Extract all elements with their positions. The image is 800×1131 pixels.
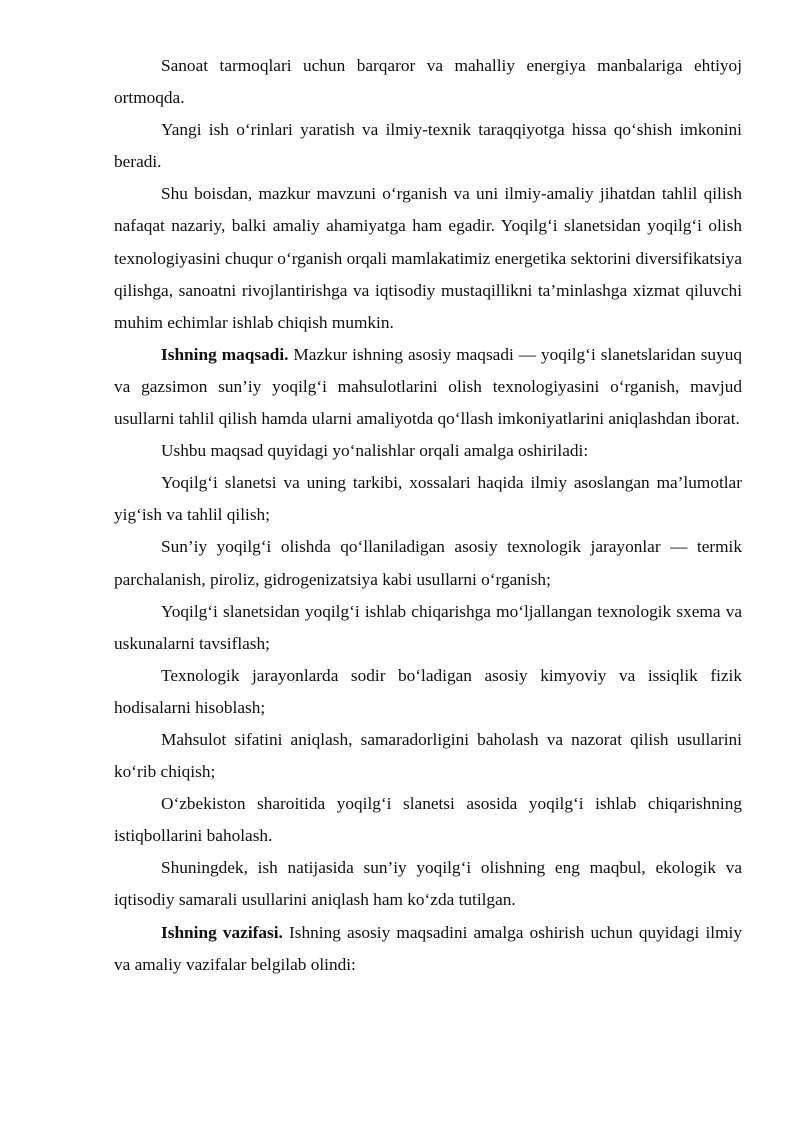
paragraph-text: Ushbu maqsad quyidagi yo‘nalishlar orqali amalga oshiriladi: [161,441,589,461]
paragraph-text: Sanoat tarmoqlari uchun barqaror va mahalliy energiya manbalariga ehtiyoj ortmoqda. [114,56,742,108]
list-item-composition [114,467,742,531]
paragraph-text: Shu boisdan, mazkur mavzuni o‘rganish va uni ilmiy-amaliy jihatdan tahlil qilish nafaqat nazariy, balki amaliy ahamiyatga ham egadir. Yoqilg‘i slanetsidan yoqilg‘i olish texnologiyasini chuqur o‘rganish orqali mamlakatimiz energetika sektorini diversifikatsiya qilishga, sanoatni rivojlantirishga va iqtisodiy mustaqillikni ta’minlashga xizmat qiluvchi muhim echimlar ishlab chiqish mumkin. [114,184,742,332]
paragraph-text: Yangi ish o‘rinlari yaratish va ilmiy-texnik taraqqiyotga hissa qo‘shish imkonini beradi. [114,120,742,172]
paragraph-text: Shuningdek, ish natijasida sun’iy yoqilg‘i olishning eng maqbul, ekologik va iqtisodiy samarali usullarini aniqlash ham ko‘zda tutilgan. [114,858,742,910]
list-item-processes [114,531,742,595]
paragraph-directions-intro [114,435,742,467]
list-item-calculations [114,660,742,724]
paragraph-jobs [114,114,742,178]
section-heading-tasks: Ishning vazifasi. [161,922,283,942]
paragraph-relevance [114,178,742,338]
list-item-prospects [114,788,742,852]
list-item-scheme [114,596,742,660]
paragraph-text: O‘zbekiston sharoitida yoqilg‘i slanetsi asosida yoqilg‘i ishlab chiqarishning istiqbollarini baholash. [114,794,742,846]
paragraph-expected-results [114,852,742,916]
paragraph-text: Mahsulot sifatini aniqlash, samaradorligini baholash va nazorat qilish usullarini ko‘rib chiqish; [114,729,742,782]
paragraph-text: Ishning asosiy maqsadini amalga oshirish uchun quyidagi ilmiy va amaliy vazifalar belgilab olindi: [114,922,742,974]
paragraph-text: Sun’iy yoqilg‘i olishda qo‘llaniladigan asosiy texnologik jarayonlar — termik parchalanish, piroliz, gidrogenizatsiya kabi usullarni o‘rganish; [114,537,742,589]
section-heading-goal: Ishning maqsadi. [161,344,289,364]
paragraph-energy-need [114,50,742,114]
paragraph-text: Mazkur ishning asosiy maqsadi — yoqilg‘i slanetslaridan suyuq va gazsimon sun’iy yoqilg‘i mahsulotlarini olish texnologiyasini o‘rganish, mavjud usullarni tahlil qilish hamda ularni amaliyotda qo‘llash imkoniyatlarini aniqlashdan iborat. [114,344,742,429]
list-item-quality [114,724,742,788]
paragraph-goal [114,339,742,435]
paragraph-text: Texnologik jarayonlarda sodir bo‘ladigan asosiy kimyoviy va issiqlik fizik hodisalarni hisoblash; [114,665,742,717]
paragraph-text: Yoqilg‘i slanetsi va uning tarkibi, xossalari haqida ilmiy asoslangan ma’lumotlar yig‘ish va tahlil qilish; [114,473,742,525]
paragraph-text: Yoqilg‘i slanetsidan yoqilg‘i ishlab chiqarishga mo‘ljallangan texnologik sxema va uskunalarni tavsiflash; [114,601,742,653]
paragraph-tasks [114,917,742,981]
document-page [114,50,742,981]
